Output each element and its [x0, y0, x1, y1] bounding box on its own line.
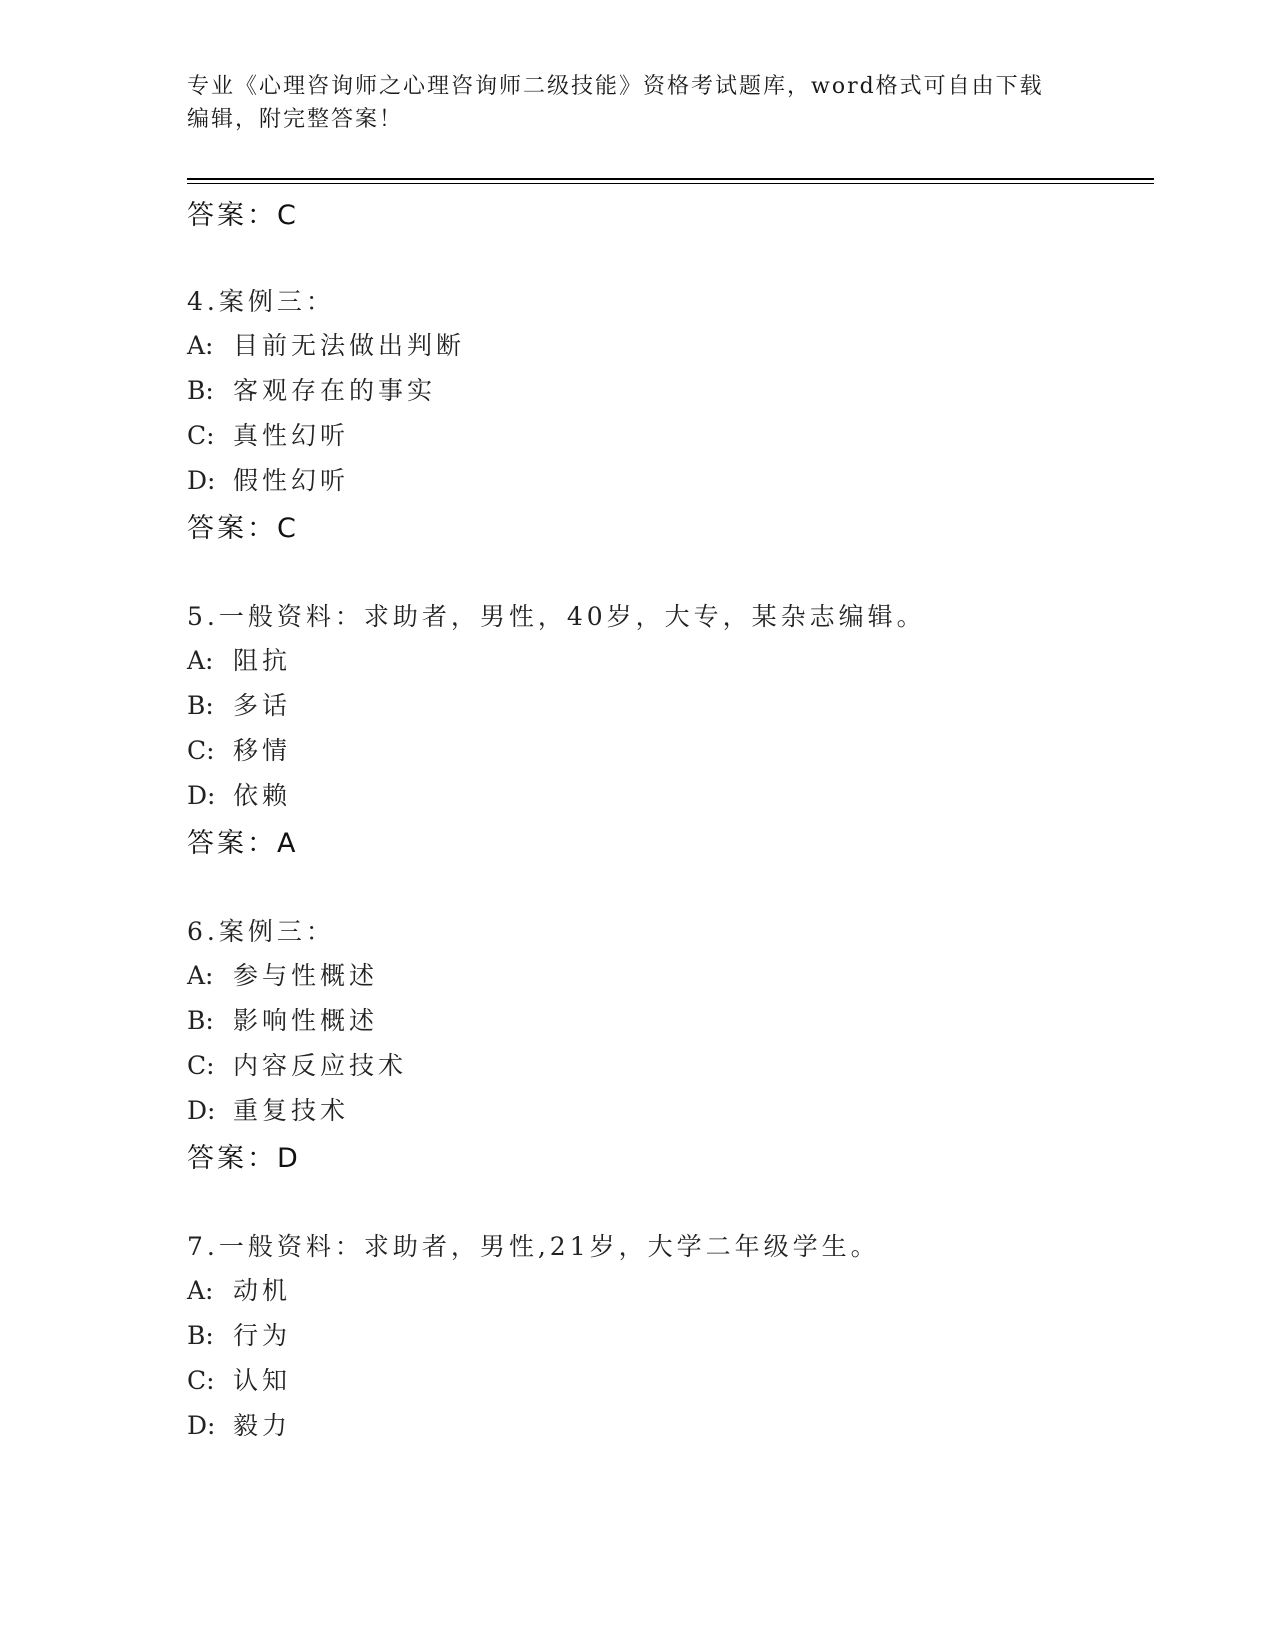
- option-row: [187, 1001, 378, 1037]
- option-text: 客观存在的事实: [233, 376, 437, 405]
- option-text: 动机: [233, 1276, 292, 1305]
- header-line-2: 编辑，附完整答案！: [187, 107, 404, 132]
- option-letter: D:: [187, 1096, 216, 1125]
- option-text: 重复技术: [233, 1096, 350, 1125]
- option-row: [187, 641, 291, 677]
- option-text: 真性幻听: [233, 421, 350, 450]
- option-text: 目前无法做出判断: [233, 331, 466, 360]
- option-text: 毅力: [233, 1411, 292, 1440]
- option-letter: C:: [187, 1366, 215, 1395]
- option-letter: A:: [187, 331, 214, 360]
- option-row: [187, 776, 291, 812]
- option-row: [187, 461, 349, 497]
- option-letter: B:: [187, 1321, 214, 1350]
- option-letter: C:: [187, 421, 215, 450]
- option-text: 依赖: [233, 781, 292, 810]
- option-row: [187, 416, 349, 452]
- option-row: [187, 956, 378, 992]
- question-title: 4.案例三：: [187, 287, 335, 316]
- option-row: [187, 371, 436, 407]
- option-text: 内容反应技术: [233, 1051, 408, 1080]
- option-row: [187, 1361, 291, 1397]
- option-letter: B:: [187, 1006, 214, 1035]
- option-letter: D:: [187, 466, 216, 495]
- option-text: 行为: [233, 1321, 292, 1350]
- option-text: 认知: [233, 1366, 292, 1395]
- option-letter: D:: [187, 781, 216, 810]
- answer-label: 答案：C: [187, 200, 299, 231]
- option-row: [187, 326, 465, 362]
- option-letter: B:: [187, 691, 214, 720]
- option-text: 多话: [233, 691, 292, 720]
- option-letter: A:: [187, 961, 214, 990]
- option-letter: A:: [187, 1276, 214, 1305]
- option-row: [187, 1271, 291, 1307]
- option-text: 假性幻听: [233, 466, 350, 495]
- option-row: [187, 1091, 349, 1127]
- option-text: 移情: [233, 736, 292, 765]
- answer-label: 答案：C: [187, 513, 299, 544]
- header-divider: [187, 178, 1154, 180]
- answer-label: 答案：A: [187, 828, 299, 859]
- option-row: [187, 731, 291, 767]
- option-row: [187, 1046, 407, 1082]
- answer-label: 答案：D: [187, 1143, 301, 1174]
- option-row: [187, 686, 291, 722]
- option-letter: C:: [187, 1051, 215, 1080]
- header-line-1: 专业《心理咨询师之心理咨询师二级技能》资格考试题库，word格式可自由下载: [187, 74, 1044, 99]
- document-header: [187, 70, 1087, 136]
- option-letter: B:: [187, 376, 214, 405]
- option-letter: D:: [187, 1411, 216, 1440]
- question-title: 5.一般资料：求助者，男性，40岁，大专，某杂志编辑。: [187, 602, 926, 631]
- option-row: [187, 1406, 291, 1442]
- option-text: 参与性概述: [233, 961, 379, 990]
- option-row: [187, 1316, 291, 1352]
- option-letter: A:: [187, 646, 214, 675]
- question-title: 7.一般资料：求助者，男性,21岁，大学二年级学生。: [187, 1232, 880, 1261]
- option-text: 阻抗: [233, 646, 292, 675]
- header-divider-thin: [187, 183, 1154, 184]
- option-letter: C:: [187, 736, 215, 765]
- option-text: 影响性概述: [233, 1006, 379, 1035]
- question-title: 6.案例三：: [187, 917, 335, 946]
